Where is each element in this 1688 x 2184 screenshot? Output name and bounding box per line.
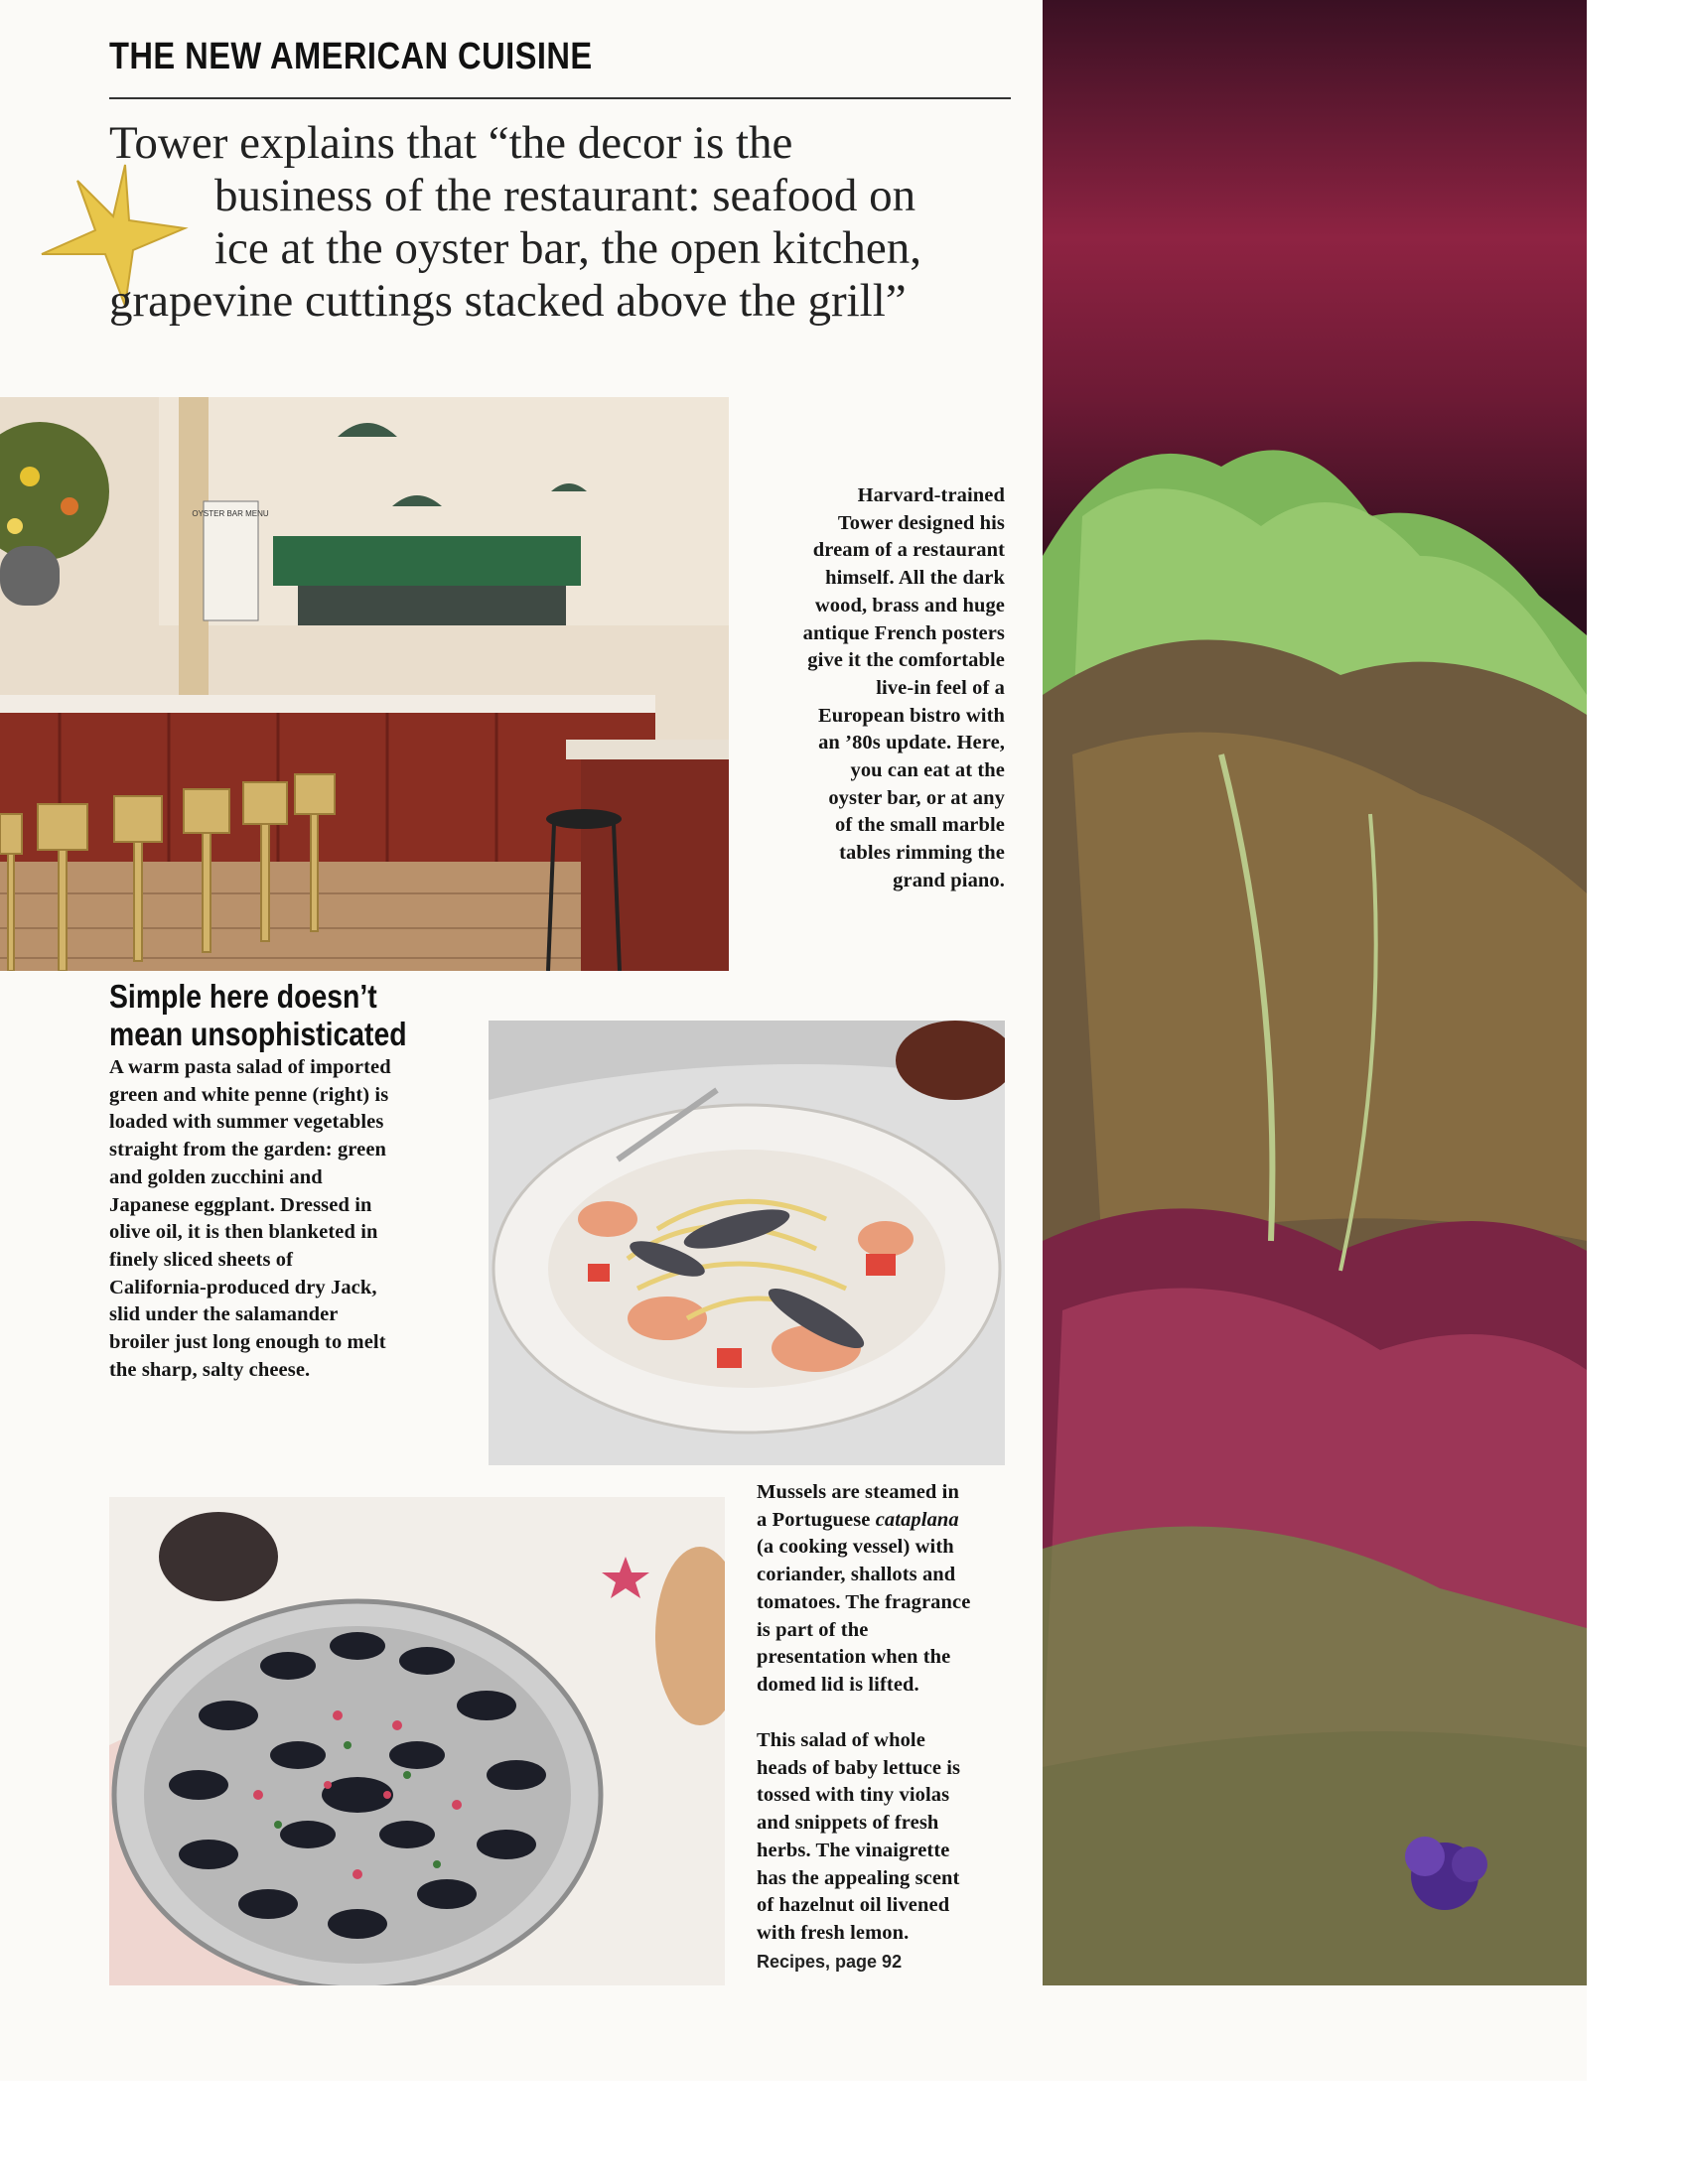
caption-line: a Portuguese cataplana [757, 1508, 959, 1531]
caption-line: an ’80s update. Here, [818, 732, 1005, 754]
caption-line: loaded with summer vegetables [109, 1111, 384, 1134]
mussels-caption [757, 1479, 1015, 1700]
caption-line: has the appealing scent [757, 1866, 960, 1889]
caption-line: finely sliced sheets of [109, 1248, 294, 1271]
caption-line: domed lid is lifted. [757, 1673, 919, 1696]
caption-line: and golden zucchini and [109, 1165, 323, 1188]
caption-line: presentation when the [757, 1646, 951, 1669]
pull-quote-line: business of the restaurant: seafood on [214, 170, 916, 221]
caption-line: Tower designed his [837, 511, 1005, 534]
caption-line: Japanese eggplant. Dressed in [109, 1193, 372, 1216]
italic-term: cataplana [875, 1508, 959, 1531]
pull-quote-line: grapevine cuttings stacked above the grill” [109, 275, 907, 327]
caption-line: and snippets of fresh [757, 1812, 939, 1835]
caption-line: herbs. The vinaigrette [757, 1839, 950, 1861]
caption-line: live-in feel of a [876, 676, 1005, 699]
caption-line: himself. All the dark [825, 567, 1005, 590]
caption-line: the sharp, salty cheese. [109, 1358, 311, 1381]
caption-line: European bistro with [817, 704, 1005, 727]
bistro-caption [735, 482, 1005, 895]
caption-line: A warm pasta salad of imported [109, 1056, 391, 1078]
mussels-photo [109, 1497, 725, 1985]
caption-line: California-produced dry Jack, [109, 1276, 377, 1298]
caption-line: give it the comfortable [807, 649, 1005, 672]
pasta-salad-photo [489, 1021, 1005, 1465]
caption-line: oyster bar, or at any [828, 786, 1005, 809]
pull-quote [109, 117, 1003, 328]
caption-line: slid under the salamander [109, 1303, 339, 1326]
section-title: THE NEW AMERICAN CUISINE [109, 36, 593, 77]
caption-line: tossed with tiny violas [757, 1784, 950, 1807]
caption-line: coriander, shallots and [757, 1564, 956, 1586]
caption-line: olive oil, it is then blanketed in [109, 1221, 378, 1244]
pull-quote-line: ice at the oyster bar, the open kitchen, [214, 222, 921, 274]
caption-line: (a cooking vessel) with [757, 1536, 954, 1559]
caption-line: is part of the [757, 1618, 869, 1641]
caption-line: dream of a restaurant [812, 539, 1005, 562]
oyster-bar-photo [0, 397, 729, 971]
caption-line: tomatoes. The fragrance [757, 1590, 971, 1613]
caption-line: green and white penne (right) is [109, 1083, 389, 1106]
salad-caption [757, 1727, 1015, 1948]
heading-line: mean unsophisticated [109, 1016, 407, 1052]
caption-line: antique French posters [802, 621, 1005, 644]
caption-line: heads of baby lettuce is [757, 1756, 961, 1779]
pasta-heading [109, 978, 407, 1053]
caption-line: wood, brass and huge [814, 594, 1005, 616]
caption-line: This salad of whole [757, 1729, 925, 1751]
recipes-reference: Recipes, page 92 [757, 1952, 903, 1972]
pull-quote-line: Tower explains that “the decor is the [109, 117, 793, 169]
lettuce-salad-photo [1043, 0, 1587, 1985]
caption-line: Mussels are steamed in [757, 1481, 959, 1503]
caption-line: tables rimming the [839, 842, 1005, 865]
caption-line: Harvard-trained [857, 484, 1005, 506]
caption-line: straight from the garden: green [109, 1139, 387, 1161]
caption-line: of hazelnut oil livened [757, 1894, 950, 1917]
pasta-caption [109, 1054, 487, 1384]
bar-menu-board: OYSTER BAR MENU [192, 509, 269, 518]
header-rule [109, 97, 1011, 99]
caption-line: you can eat at the [850, 759, 1005, 782]
caption-line: broiler just long enough to melt [109, 1331, 386, 1354]
caption-line: with fresh lemon. [757, 1921, 910, 1944]
caption-line: of the small marble [835, 814, 1005, 837]
caption-line: grand piano. [893, 869, 1005, 891]
heading-line: Simple here doesn’t [109, 978, 377, 1015]
